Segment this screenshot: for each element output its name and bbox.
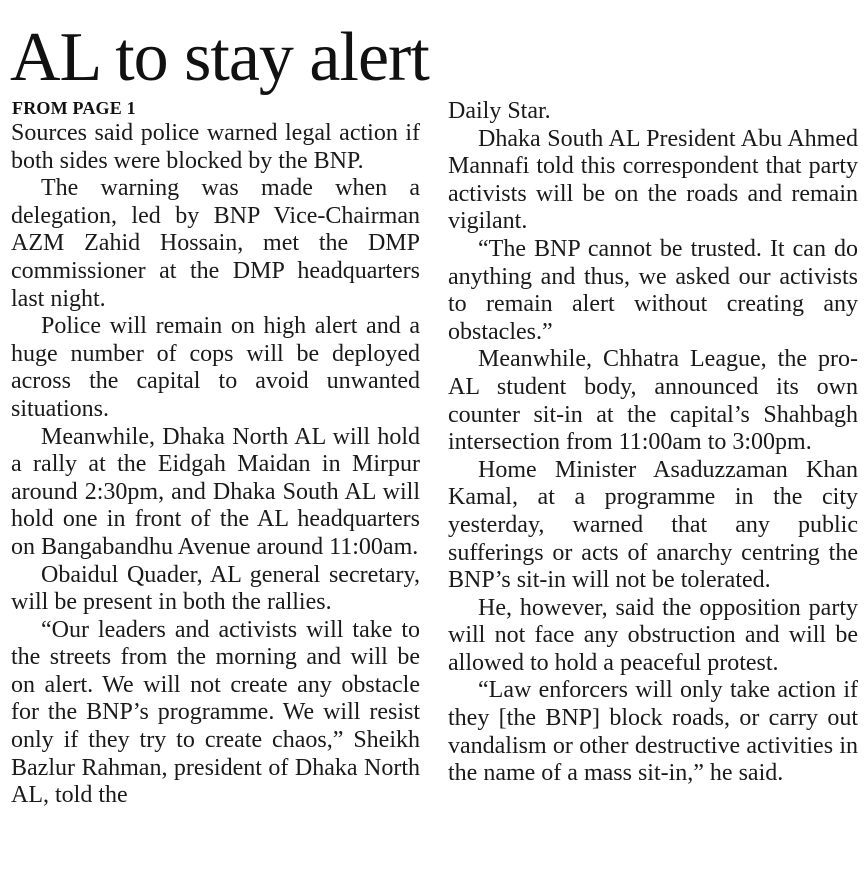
paragraph: He, however, said the opposition party will not face any obstruction and will be allowed to hold a peaceful protest. xyxy=(448,594,858,676)
paragraph: Obaidul Quader, AL general secretary, will be present in both the rallies. xyxy=(11,561,420,616)
paragraph: Meanwhile, Dhaka North AL will hold a rally at the Eidgah Maidan in Mirpur around 2:30pm, and Dhaka South AL will hold one in front of the AL headquarters on Bangabandhu Avenue around 11:00am. xyxy=(11,423,420,560)
paragraph: “Our leaders and activists will take to the streets from the morning and will be on alert. We will not create any obstacle for the BNP’s programme. We will resist only if they try to create chaos,” Sheikh Bazlur Rahman, president of Dhaka North AL, told the xyxy=(11,616,420,809)
paragraph: “Law enforcers will only take action if they [the BNP] block roads, or carry out vandalism or other destructive activities in the name of a mass sit-in,” he said. xyxy=(448,677,858,787)
paragraph: “The BNP cannot be trusted. It can do anything and thus, we asked our activists to remain alert without creating any obstacles.” xyxy=(448,235,858,345)
paragraph: The warning was made when a delegation, led by BNP Vice-Chairman AZM Zahid Hossain, met the DMP commissioner at the DMP headquarters last night. xyxy=(11,175,420,312)
left-column xyxy=(11,120,420,810)
headline: AL to stay alert xyxy=(10,19,429,96)
continued-from-label: FROM PAGE 1 xyxy=(12,98,136,118)
paragraph: Police will remain on high alert and a huge number of cops will be deployed across the capital to avoid unwanted situations. xyxy=(11,313,420,422)
paragraph-continuation: Daily Star. xyxy=(448,98,551,124)
paragraph: Home Minister Asaduzzaman Khan Kamal, at a programme in the city yesterday, warned that any public sufferings or acts of anarchy centring the BNP’s sit-in will not be tolerated. xyxy=(448,456,858,594)
right-column xyxy=(448,98,858,788)
paragraph: Sources said police warned legal action if both sides were blocked by the BNP. xyxy=(11,120,420,174)
paragraph: Meanwhile, Chhatra League, the pro-AL student body, announced its own counter sit-in at the capital’s Shahbagh intersection from 11:00am to 3:00pm. xyxy=(448,346,858,456)
paragraph: Dhaka South AL President Abu Ahmed Mannafi told this correspondent that party activists will be on the roads and remain vigilant. xyxy=(448,125,858,235)
